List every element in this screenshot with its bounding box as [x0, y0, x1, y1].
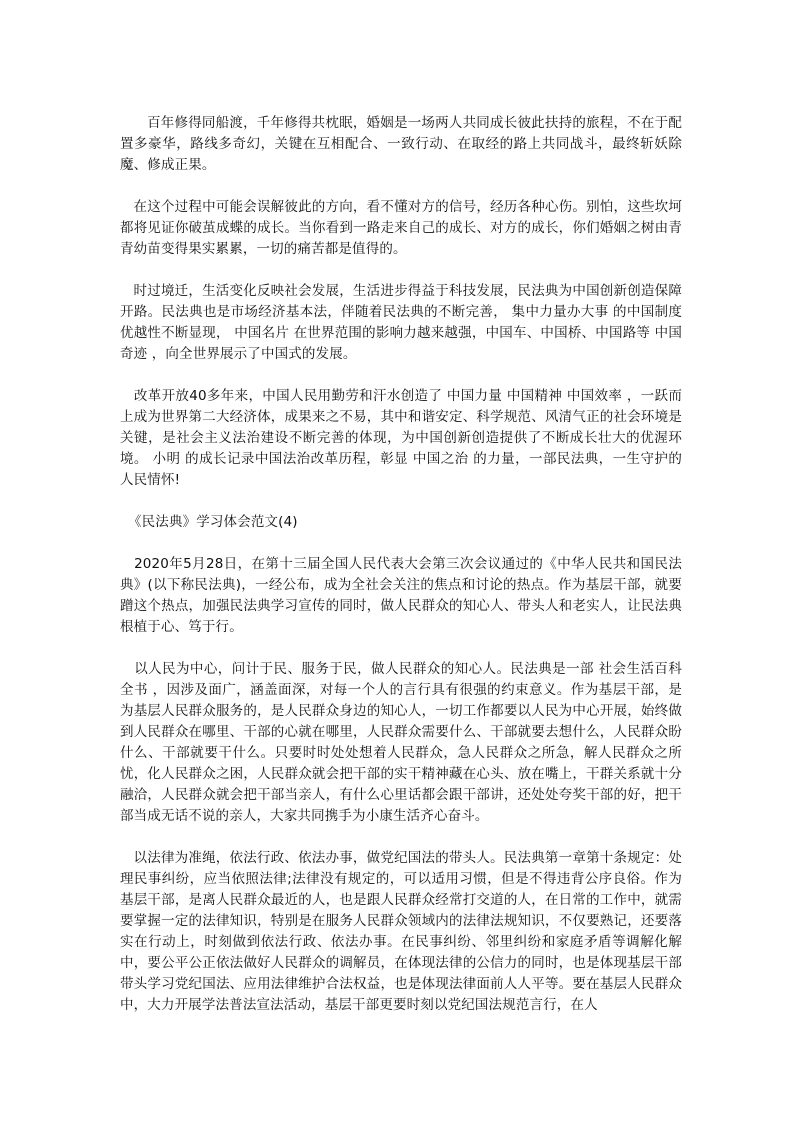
paragraph-rule-of-law: 以法律为准绳，依法行政、依法办事，做党纪国法的带头人。民法典第一章第十条规定：处理民事纠纷，应当依照法律;法律没有规定的，可以适用习惯，但是不得违背公序良俗。作为基层干部，是离人民群众最近的人，也是跟人民群众经常打交道的人，在日常的工作中，就需要掌握一定的法律知识，特别是在服务人民群众领域内的法律法规知识，不仅要熟记，还要落实在行动上，时刻做到依法行政、依法办事。在民事纠纷、邻里纠纷和家庭矛盾等调解化解中，要公平公正依法做好人民群众的调解员，在体现法律的公信力的同时，也是体现基层干部带头学习党纪国法、应用法律维护合法权益，也是体现法律面前人人平等。要在基层人民群众中，大力开展学法普法宣法活动，基层干部更要时刻以党纪国法规范言行，在人	[120, 850, 682, 1013]
paragraph-marriage-journey: 百年修得同船渡，千年修得共枕眠，婚姻是一场两人共同成长彼此扶持的旅程，不在于配置多豪华，路线多奇幻，关键在互相配合、一致行动、在取经的路上共同战斗，最终斩妖除魔、修成正果。	[120, 115, 682, 173]
paragraph-civil-code-intro: 2020年5月28日，在第十三届全国人民代表大会第三次会议通过的《中华人民共和国民法典》(以下称民法典)，一经公布，成为全社会关注的焦点和讨论的热点。作为基层干部，就要蹭这个热点，加强民法典学习宣传的同时，做人民群众的知心人、带头人和老实人，让民法典根植于心、笃于行。	[120, 556, 682, 635]
section-heading: 《民法典》学习体会范文(4)	[128, 514, 298, 530]
document-body	[120, 113, 682, 1037]
paragraph-social-development: 时过境迁，生活变化反映社会发展，生活进步得益于科技发展，民法典为中国创新创造保障开路。民法典也是市场经济基本法，伴随着民法典的不断完善， 集中力量办大事 的中国制度优越性不断显现， 中国名片 在世界范围的影响力越来越强，中国车、中国桥、中国路等 中国奇迹 ，向全世界展示了中国式的发展。	[120, 283, 682, 362]
paragraph-reform-opening: 改革开放40多年来，中国人民用勤劳和汗水创造了 中国力量 中国精神 中国效率 ，一跃而上成为世界第二大经济体，成果来之不易，其中和谐安定、科学规范、风清气正的社会环境是关键，是社会主义法治建设不断完善的体现，为中国创新创造提供了不断成长壮大的优渥环境。 小明 的成长记录中国法治改革历程，彰显 中国之治 的力量，一部民法典，一生守护的人民情怀!	[120, 388, 683, 488]
paragraph-people-centered: 以人民为中心，问计于民、服务于民，做人民群众的知心人。民法典是一部 社会生活百科全书 ，因涉及面广，涵盖面深，对每一个人的言行具有很强的约束意义。作为基层干部，是为基层人民群众服务的，是人民群众身边的知心人，一切工作都要以人民为中心开展，始终做到人民群众在哪里、干部的心就在哪里，人民群众需要什么、干部就要去想什么，人民群众盼什么、干部就要干什么。只要时时处处想着人民群众，急人民群众之所急，解人民群众之所忧，化人民群众之困，人民群众就会把干部的实干精神藏在心头、放在嘴上，干群关系就十分融洽，人民群众就会把干部当亲人，有什么心里话都会跟干部讲，还处处夸奖干部的好，把干部当成无话不说的亲人，大家共同携手为小康生活齐心奋斗。	[120, 661, 683, 824]
paragraph-growth: 在这个过程中可能会误解彼此的方向，看不懂对方的信号，经历各种心伤。别怕，这些坎坷都将见证你破茧成蝶的成长。当你看到一路走来自己的成长、对方的成长，你们婚姻之树由青青幼苗变得果实累累，一切的痛苦都是值得的。	[120, 199, 682, 257]
